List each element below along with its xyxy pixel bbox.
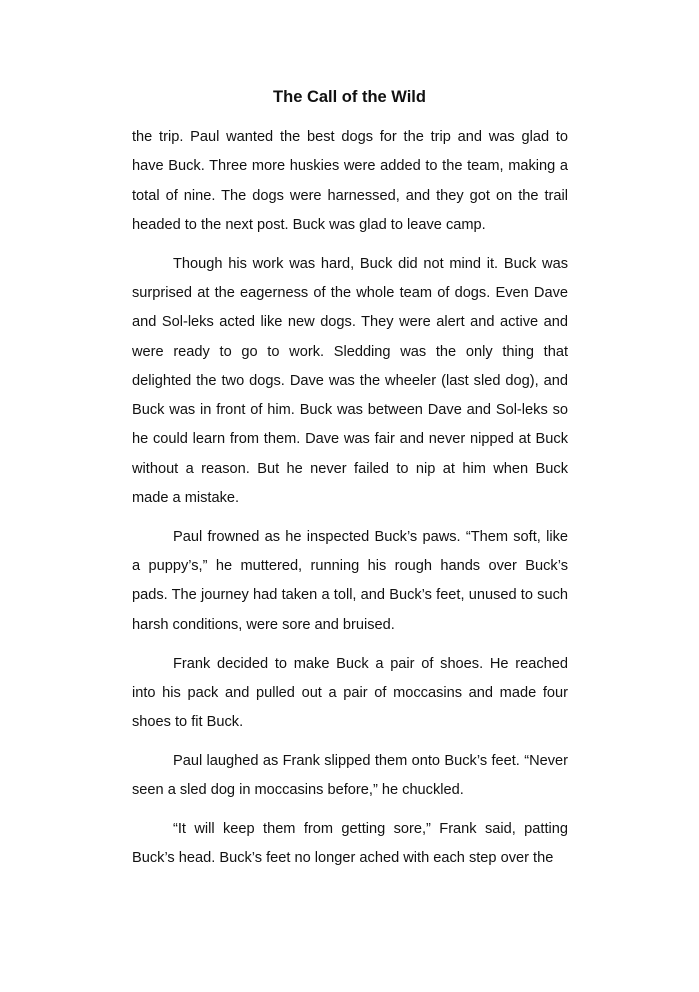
document-body — [132, 123, 568, 883]
paragraph-6: “It will keep them from getting sore,” Frank said, patting Buck’s head. Buck’s feet no longer ached with each step over the — [132, 821, 568, 867]
paragraph-2: Though his work was hard, Buck did not mind it. Buck was surprised at the eagerness of the whole team of dogs. Even Dave and Sol-leks acted like new dogs. They were alert and active and were ready to go to work. Sledding was the only thing that delighted the two dogs. Dave was the wheeler (last sled dog), and Buck was in front of him. Buck was between Dave and Sol-leks so he could learn from them. Dave was fair and never nipped at Buck without a reason. But he never failed to nip at him when Buck made a mistake. — [132, 255, 568, 507]
page-title: The Call of the Wild — [273, 88, 426, 106]
paragraph-4: Frank decided to make Buck a pair of shoes. He reached into his pack and pulled out a pair of moccasins and made four shoes to fit Buck. — [132, 655, 568, 731]
paragraph-1: the trip. Paul wanted the best dogs for the trip and was glad to have Buck. Three more huskies were added to the team, making a total of nine. The dogs were harnessed, and they got on the trail headed to the next post. Buck was glad to leave camp. — [132, 129, 568, 233]
paragraph-3: Paul frowned as he inspected Buck’s paws. “Them soft, like a puppy’s,” he muttered, running his rough hands over Buck’s pads. The journey had taken a toll, and Buck’s feet, unused to such harsh conditions, were sore and bruised. — [132, 528, 568, 633]
paragraph-5: Paul laughed as Frank slipped them onto Buck’s feet. “Never seen a sled dog in moccasins before,” he chuckled. — [132, 752, 568, 799]
